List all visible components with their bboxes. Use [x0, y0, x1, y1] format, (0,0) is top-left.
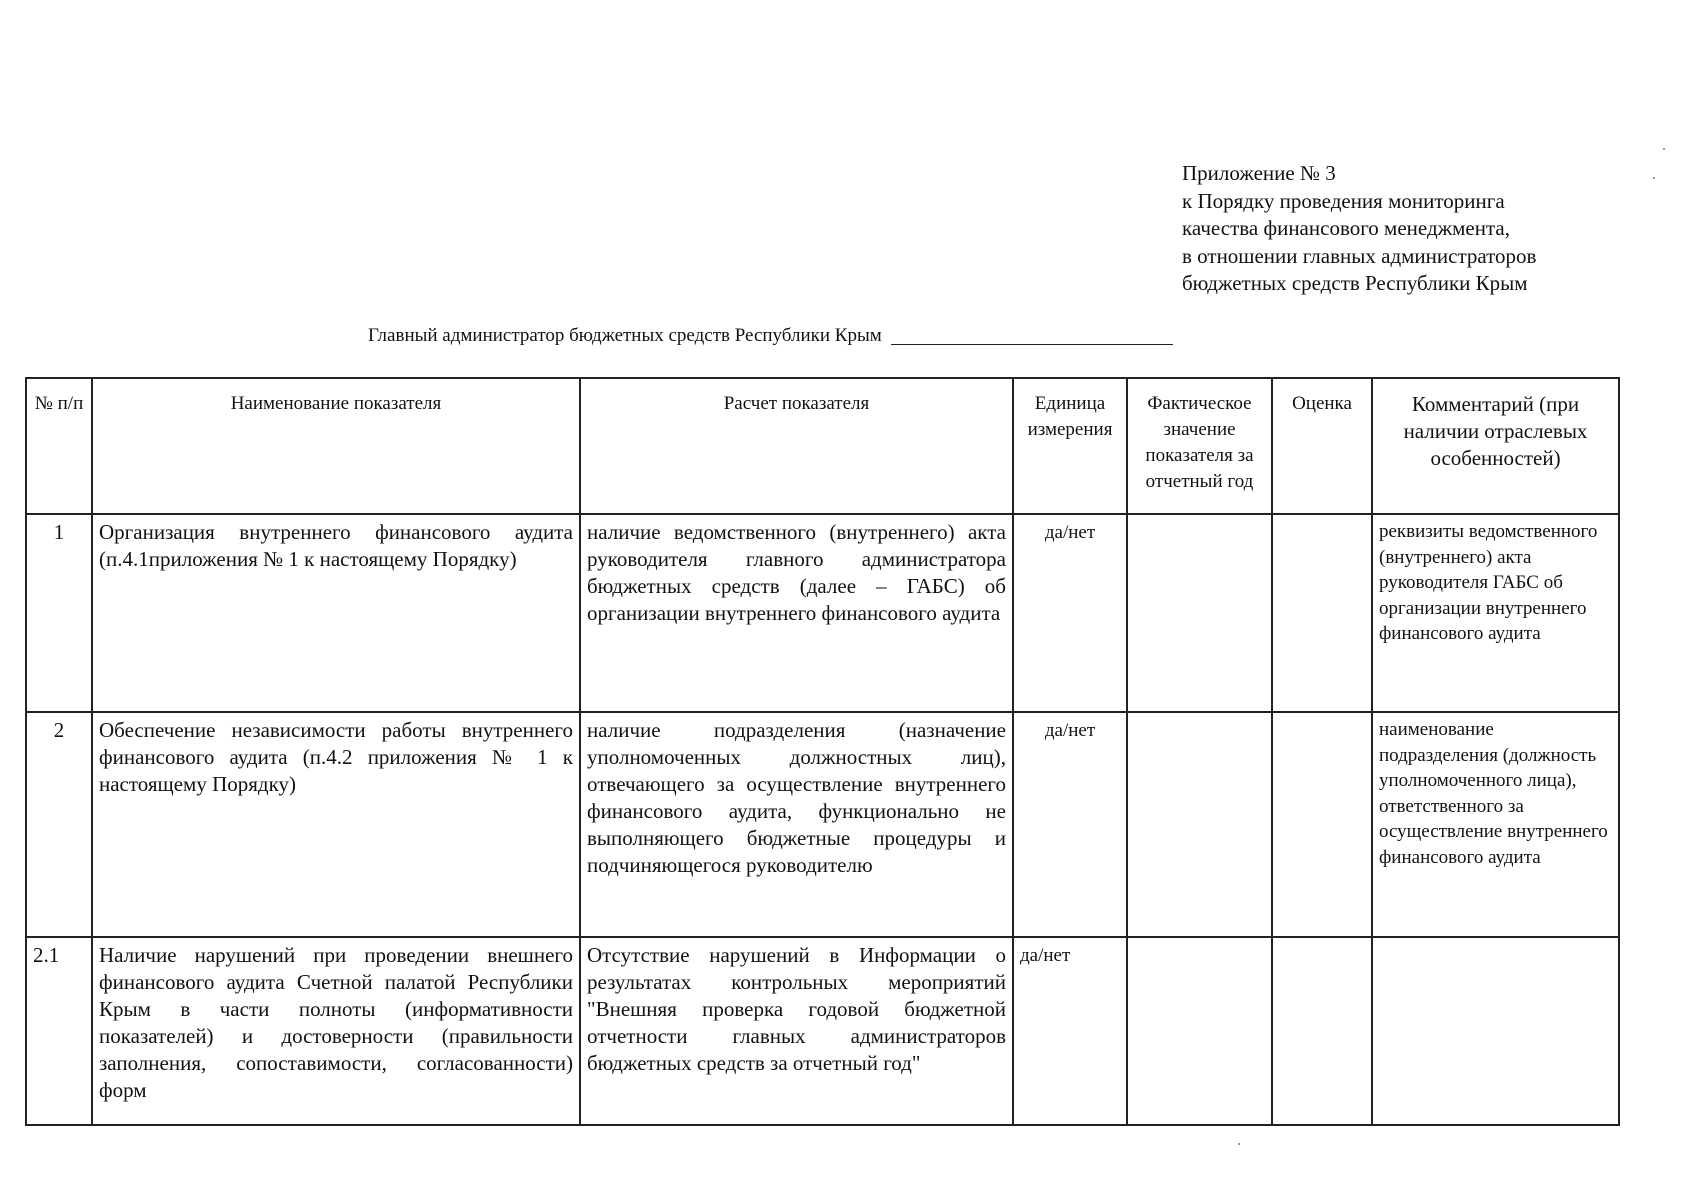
cell-calc: наличие ведомственного (внутреннего) акта руководителя главного администратора бюджетных средств (далее – ГАБС) об организации внутреннего финансового аудита	[580, 514, 1013, 712]
cell-comment: реквизиты ведомственного (внутреннего) акта руководителя ГАБС об организации внутреннего финансового аудита	[1372, 514, 1619, 712]
header-calc: Расчет показателя	[580, 378, 1013, 514]
scan-speck	[1238, 1143, 1240, 1145]
appendix-line: в отношении главных администраторов	[1182, 243, 1537, 268]
cell-name: Организация внутреннего финансового аудита (п.4.1приложения № 1 к настоящему Порядку)	[92, 514, 580, 712]
cell-name: Обеспечение независимости работы внутреннего финансового аудита (п.4.2 приложения № 1 к настоящему Порядку)	[92, 712, 580, 937]
cell-actual	[1127, 937, 1272, 1125]
cell-actual	[1127, 712, 1272, 937]
scan-speck	[1663, 148, 1665, 150]
table-row	[26, 937, 1619, 1125]
header-score: Оценка	[1272, 378, 1372, 514]
cell-score	[1272, 712, 1372, 937]
indicators-table	[25, 377, 1620, 1126]
cell-comment: наименование подразделения (должность уполномоченного лица), ответственного за осуществление внутреннего финансового аудита	[1372, 712, 1619, 937]
header-name: Наименование показателя	[92, 378, 580, 514]
administrator-label: Главный администратор бюджетных средств Республики Крым	[368, 325, 882, 346]
appendix-line: качества финансового менеджмента,	[1182, 216, 1510, 240]
table-row	[26, 514, 1619, 712]
cell-num: 1	[26, 514, 92, 712]
administrator-blank-field	[891, 326, 1173, 345]
cell-unit: да/нет	[1013, 937, 1127, 1125]
cell-num: 2	[26, 712, 92, 937]
cell-score	[1272, 937, 1372, 1125]
cell-name: Наличие нарушений при проведении внешнего финансового аудита Счетной палатой Республики Крым в части полноты (информативности показателей) и достоверности (правильности заполнения, сопоставимости, согласованности) форм	[92, 937, 580, 1125]
table-header-row	[26, 378, 1619, 514]
header-num: № п/п	[26, 378, 92, 514]
cell-calc: наличие подразделения (назначение уполномоченных должностных лиц), отвечающего за осуществление внутреннего финансового аудита, функционально не выполняющего бюджетные процедуры и подчиняющегося руководителю	[580, 712, 1013, 937]
appendix-line: бюджетных средств Республики Крым	[1182, 271, 1528, 295]
appendix-line: Приложение № 3	[1182, 161, 1336, 185]
header-actual: Фактическое значение показателя за отчетный год	[1127, 378, 1272, 514]
administrator-line	[368, 325, 1173, 347]
cell-actual	[1127, 514, 1272, 712]
header-comment: Комментарий (при наличии отраслевых особенностей)	[1372, 378, 1619, 514]
cell-num: 2.1	[26, 937, 92, 1125]
header-unit: Единица измерения	[1013, 378, 1127, 514]
cell-calc: Отсутствие нарушений в Информации о результатах контрольных мероприятий "Внешняя проверка годовой бюджетной отчетности главных администраторов бюджетных средств за отчетный год"	[580, 937, 1013, 1125]
table-row	[26, 712, 1619, 937]
appendix-header	[1182, 160, 1536, 298]
cell-unit: да/нет	[1013, 514, 1127, 712]
scan-speck	[1653, 177, 1655, 179]
cell-comment	[1372, 937, 1619, 1125]
cell-score	[1272, 514, 1372, 712]
cell-unit: да/нет	[1013, 712, 1127, 937]
appendix-line: к Порядку проведения мониторинга	[1182, 188, 1505, 213]
